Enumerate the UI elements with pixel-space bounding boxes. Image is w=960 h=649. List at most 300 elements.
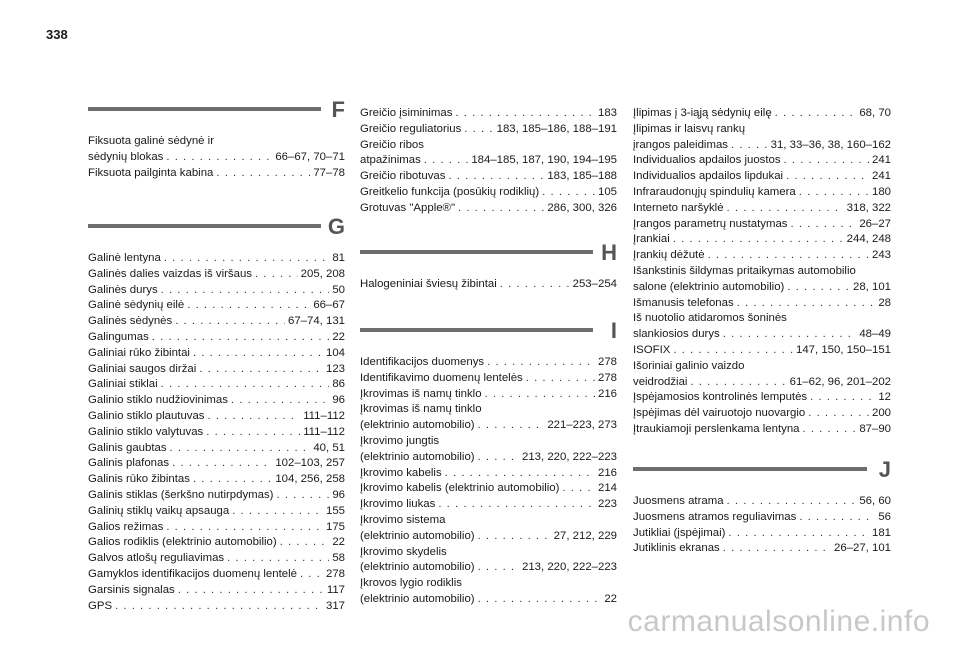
entry-term: Greičio ribotuvas (360, 170, 446, 183)
entry-line (633, 232, 891, 248)
section-i (360, 316, 617, 608)
index-entry (633, 296, 891, 312)
entry-term: Gamyklos identifikacijos duomenų lentelė (88, 567, 297, 580)
index-entries (360, 277, 617, 293)
entry-line (88, 314, 345, 330)
entry-line (633, 138, 891, 154)
entry-pages: 104, 256, 258 (275, 473, 345, 486)
entry-pages: 123 (325, 362, 345, 375)
entry-line (360, 529, 617, 545)
section-divider (88, 224, 321, 228)
entry-line (633, 169, 891, 185)
index-entry (633, 510, 891, 526)
section-divider (360, 250, 593, 254)
index-entry (633, 406, 891, 422)
entry-term-line: Greičio ribos (360, 138, 424, 151)
entry-term: Juosmens atrama (633, 495, 724, 507)
index-entry (360, 387, 617, 403)
index-entry (633, 311, 891, 343)
entry-pages: 205, 208 (300, 267, 345, 280)
entry-line (88, 330, 345, 346)
dot-leader (231, 393, 329, 409)
dot-leader (208, 409, 301, 425)
entry-pages: 286, 300, 326 (547, 201, 617, 214)
entry-term: atpažinimas (360, 154, 421, 167)
entry-line (633, 526, 891, 542)
entry-pages: 181 (871, 526, 891, 539)
entry-term: Grotuvas "Apple®" (360, 201, 455, 214)
entry-term: Galinė sėdynių eilė (88, 299, 185, 312)
dot-leader (175, 314, 285, 330)
entry-term: Jutikliai (įspėjimai) (633, 526, 726, 539)
entry-pages: 48–49 (859, 328, 891, 341)
entry-pages: 105 (597, 185, 617, 198)
entry-line (633, 327, 891, 343)
entry-pages: 61–62, 96, 201–202 (789, 375, 891, 388)
index-entry (360, 106, 617, 122)
index-entry (88, 551, 345, 567)
dot-leader (487, 355, 595, 371)
index-entry (633, 541, 891, 557)
dot-leader (164, 251, 330, 267)
entry-term: Greitkelio funkcija (posūkių rodiklių) (360, 185, 540, 198)
entry-term: ISOFIX (633, 343, 671, 356)
index-entry (88, 377, 345, 393)
dot-leader (723, 327, 857, 343)
entry-term: Garsinis signalas (88, 583, 175, 596)
entry-pages: 117 (326, 583, 345, 596)
entry-line (360, 122, 617, 138)
entry-term: Galinis gaubtas (88, 441, 167, 454)
index-entry (633, 248, 891, 264)
entry-line (88, 551, 345, 567)
index-entry (360, 402, 617, 434)
index-entries (88, 251, 345, 614)
entry-pages: 56, 60 (859, 495, 891, 507)
dot-leader (787, 280, 850, 296)
entry-pages: 278 (325, 567, 345, 580)
entry-pages: 50 (332, 283, 345, 296)
dot-leader (562, 481, 595, 497)
entry-line (88, 472, 345, 488)
entry-pages: 58 (332, 552, 345, 565)
entry-line (633, 201, 891, 217)
dot-leader (526, 371, 595, 387)
entry-line (633, 343, 891, 359)
entry-term: Galinės durys (88, 283, 158, 296)
entry-line (88, 267, 345, 283)
dot-leader (178, 583, 324, 599)
entry-line (360, 106, 617, 122)
dot-leader (790, 217, 856, 233)
dot-leader (170, 441, 311, 457)
dot-leader (808, 406, 869, 422)
entry-pages: 183 (597, 107, 617, 119)
entry-line (88, 488, 345, 504)
index-entry (88, 251, 345, 267)
entry-line (360, 355, 617, 371)
dot-leader (227, 551, 329, 567)
entry-pages: 213, 220, 222–223 (521, 561, 617, 574)
index-entry (633, 201, 891, 217)
section-h (360, 238, 617, 293)
entry-line (88, 599, 345, 615)
dot-leader (300, 567, 323, 583)
index-entry (633, 390, 891, 406)
entry-term: salone (elektrinio automobilio) (633, 280, 785, 293)
entry-term: Identifikavimo duomenų lentelės (360, 371, 523, 384)
index-entry (88, 314, 345, 330)
entry-pages: 66–67, 70–71 (275, 150, 345, 163)
entry-pages: 102–103, 257 (275, 457, 345, 470)
watermark: carmanualsonline.info (627, 605, 930, 638)
dot-leader (193, 472, 272, 488)
entry-term: Infraraudonųjų spindulių kamera (633, 185, 796, 198)
dot-leader (673, 343, 793, 359)
entry-term: Galinio stiklo nudžiovinimas (88, 394, 228, 407)
entry-term: GPS (88, 599, 113, 612)
entry-line (88, 425, 345, 441)
entry-term: Galinio stiklo plautuvas (88, 409, 205, 422)
entry-term-line: Išoriniai galinio vaizdo (633, 359, 745, 372)
dot-leader (500, 277, 570, 293)
entry-line (360, 481, 617, 497)
index-entry (633, 264, 891, 296)
entry-pages: 66–67 (313, 299, 345, 312)
entry-pages: 183, 185–188 (547, 170, 617, 183)
entry-line (633, 217, 891, 233)
section-g-continued (360, 97, 617, 217)
dot-leader (232, 504, 323, 520)
entry-pages: 216 (597, 466, 617, 479)
dot-leader (786, 169, 869, 185)
entry-pages: 180 (871, 185, 891, 198)
entry-term: Įkrovimo kabelis (elektrinio automobilio) (360, 482, 560, 495)
index-entry (633, 106, 891, 122)
entry-pages: 96 (332, 394, 345, 407)
entry-term: (elektrinio automobilio) (360, 592, 475, 605)
entry-line (633, 248, 891, 264)
index-entry (88, 298, 345, 314)
entry-term: Galinis stiklas (šerkšno nutirpdymas) (88, 488, 274, 501)
dot-leader (216, 166, 310, 182)
dot-leader (161, 283, 330, 299)
entry-line (360, 592, 617, 608)
index-entry (88, 488, 345, 504)
entry-term: Interneto naršyklė (633, 201, 724, 214)
dot-leader (166, 520, 323, 536)
dot-leader (166, 150, 272, 166)
entry-term-line: Išankstinis šildymas pritaikymas automobilio (633, 264, 856, 277)
dot-leader (737, 296, 876, 312)
dot-leader (478, 560, 519, 576)
entry-pages: 22 (332, 536, 345, 549)
entry-term: Individualios apdailos juostos (633, 154, 781, 167)
dot-leader (445, 466, 595, 482)
entry-line (633, 106, 891, 122)
section-letter: G (327, 214, 345, 239)
entry-term-line: Fiksuota galinė sėdynė ir (88, 135, 214, 147)
index-entry (88, 134, 345, 166)
entry-line (633, 494, 891, 510)
entry-line (88, 150, 345, 166)
entry-pages: 200 (871, 407, 891, 420)
index-entry (360, 169, 617, 185)
section-divider (360, 328, 593, 332)
index-entries (88, 134, 345, 181)
entry-term: Galiniai rūko žibintai (88, 346, 190, 359)
entry-term: Galingumas (88, 330, 149, 343)
entry-term: Išmanusis telefonas (633, 296, 734, 309)
section-j (633, 455, 891, 557)
entry-pages: 22 (604, 592, 617, 605)
index-entry (88, 425, 345, 441)
index-entry (88, 346, 345, 362)
entry-pages: 184–185, 187, 190, 194–195 (471, 154, 617, 167)
index-entry (88, 504, 345, 520)
dot-leader (478, 450, 519, 466)
entry-line (633, 153, 891, 169)
entry-pages: 221–223, 273 (547, 419, 617, 432)
entry-line (360, 277, 617, 293)
entry-pages: 28 (878, 296, 891, 309)
entry-term: Įrankių dėžutė (633, 249, 705, 262)
index-entry (633, 494, 891, 510)
dot-leader (115, 599, 323, 615)
entry-term: Galinė lentyna (88, 252, 161, 264)
entry-line (633, 390, 891, 406)
entry-term: Juosmens atramos reguliavimas (633, 510, 797, 523)
entry-term-line: Įkrovos lygio rodiklis (360, 577, 462, 590)
entry-pages: 111–112 (303, 409, 345, 422)
entry-line (88, 504, 345, 520)
entry-pages: 278 (597, 371, 617, 384)
section-letter: H (601, 240, 617, 265)
dot-leader (193, 346, 323, 362)
entry-line (88, 166, 345, 182)
entry-term: Galinis rūko žibintas (88, 473, 190, 486)
entry-pages: 253–254 (572, 278, 617, 290)
index-entry (88, 599, 345, 615)
dot-leader (455, 106, 595, 122)
index-entry (633, 343, 891, 359)
dot-leader (799, 510, 875, 526)
entry-pages: 111–112 (303, 425, 345, 438)
index-entry (360, 513, 617, 545)
entry-pages: 175 (325, 520, 345, 533)
section-header (88, 212, 345, 242)
dot-leader (799, 185, 869, 201)
dot-leader (276, 488, 329, 504)
entry-term: Galvos atlošų reguliavimas (88, 552, 225, 565)
dot-leader (485, 387, 595, 403)
section-divider (633, 467, 867, 471)
entry-term-line: Įkrovimo jungtis (360, 434, 440, 447)
index-entry (633, 185, 891, 201)
index-entry (360, 481, 617, 497)
entry-pages: 28, 101 (852, 280, 891, 293)
entry-pages: 243 (871, 249, 891, 262)
dot-leader (673, 232, 844, 248)
entry-term: Identifikacijos duomenys (360, 356, 485, 368)
entry-line (360, 371, 617, 387)
entry-term: (elektrinio automobilio) (360, 450, 475, 463)
entry-line (88, 346, 345, 362)
dot-leader (438, 497, 595, 513)
index-entry (360, 201, 617, 217)
dot-leader (187, 298, 310, 314)
section-letter: I (610, 318, 617, 343)
dot-leader (775, 106, 857, 122)
entry-term: Fiksuota pailginta kabina (88, 166, 214, 179)
dot-leader (199, 362, 323, 378)
entry-pages: 40, 51 (313, 441, 345, 454)
section-g (88, 212, 345, 614)
index-entry (88, 166, 345, 182)
entry-line (633, 375, 891, 391)
entry-term: Greičio reguliatorius (360, 122, 462, 135)
index-entry (88, 535, 345, 551)
entry-pages: 26–27, 101 (833, 542, 891, 555)
entry-term: Galiniai saugos diržai (88, 362, 197, 375)
entry-pages: 241 (871, 170, 891, 183)
entry-term: (elektrinio automobilio) (360, 561, 475, 574)
entry-pages: 241 (871, 154, 891, 167)
dot-leader (448, 169, 544, 185)
index-entry (633, 526, 891, 542)
entry-pages: 318, 322 (846, 201, 891, 214)
entry-pages: 214 (597, 482, 617, 495)
entry-pages: 147, 150, 150–151 (795, 343, 891, 356)
entry-term: Įkrovimo liukas (360, 498, 436, 511)
entry-term: veidrodžiai (633, 375, 688, 388)
entry-pages: 317 (325, 599, 345, 612)
section-header (360, 316, 617, 346)
entry-term: (elektrinio automobilio) (360, 419, 475, 432)
dot-leader (206, 425, 300, 441)
entry-line (88, 535, 345, 551)
entry-term: sėdynių blokas (88, 150, 164, 163)
entry-line (360, 185, 617, 201)
entry-term: Individualios apdailos lipdukai (633, 170, 784, 183)
dot-leader (708, 248, 869, 264)
index-entry (633, 169, 891, 185)
index-entry (88, 267, 345, 283)
entry-term-line: Įkrovimas iš namų tinklo (360, 403, 482, 416)
entry-line (88, 441, 345, 457)
index-entry (88, 441, 345, 457)
index-entry (88, 583, 345, 599)
section-f (88, 95, 345, 181)
entry-term: Galinis plafonas (88, 457, 170, 470)
entry-pages: 244, 248 (846, 233, 891, 246)
index-entry (88, 409, 345, 425)
entry-pages: 77–78 (313, 166, 345, 179)
section-divider (88, 107, 321, 111)
dot-leader (478, 418, 545, 434)
index-entry (360, 434, 617, 466)
entry-line (88, 298, 345, 314)
entry-pages: 56 (878, 510, 891, 523)
entry-term: slankiosios durys (633, 328, 720, 341)
dot-leader (723, 541, 831, 557)
section-header (360, 238, 617, 268)
dot-leader (424, 153, 469, 169)
dot-leader (803, 422, 857, 438)
index-entry (633, 232, 891, 248)
index-entry (88, 330, 345, 346)
entry-pages: 104 (325, 346, 345, 359)
dot-leader (478, 529, 551, 545)
index-entry (88, 472, 345, 488)
entry-term-line: Įlipimas ir laisvų rankų (633, 122, 746, 135)
entry-term: (elektrinio automobilio) (360, 529, 475, 542)
index-entry (360, 185, 617, 201)
entry-pages: 278 (597, 356, 617, 368)
index-entry (88, 567, 345, 583)
section-i-continued (633, 97, 891, 438)
entry-line (360, 466, 617, 482)
index-entry (88, 520, 345, 536)
entry-term: Galinės sėdynės (88, 315, 173, 328)
entry-term: Įrangos parametrų nustatymas (633, 217, 788, 230)
entry-pages: 27, 212, 229 (553, 529, 617, 542)
dot-leader (810, 390, 875, 406)
index-entry (633, 422, 891, 438)
entry-pages: 213, 220, 222–223 (521, 450, 617, 463)
dot-leader (542, 185, 595, 201)
entry-line (360, 387, 617, 403)
entry-term-line: Įkrovimo skydelis (360, 545, 447, 558)
index-entry (88, 393, 345, 409)
dot-leader (172, 456, 272, 472)
entry-term: Įkrovimo kabelis (360, 466, 442, 479)
entry-term: Jutiklinis ekranas (633, 542, 720, 555)
index-entries (360, 106, 617, 217)
index-entry (360, 122, 617, 138)
index-entry (360, 576, 617, 608)
entry-line (633, 185, 891, 201)
dot-leader (458, 201, 544, 217)
dot-leader (690, 375, 786, 391)
index-entry (88, 283, 345, 299)
entry-pages: 68, 70 (859, 107, 891, 119)
entry-line (360, 560, 617, 576)
entry-pages: 96 (332, 488, 345, 501)
entry-term: Įlipimas į 3-iąją sėdynių eilę (633, 107, 772, 119)
entry-term: Įkrovimas iš namų tinklo (360, 387, 482, 400)
entry-pages: 81 (332, 252, 345, 264)
index-entry (633, 153, 891, 169)
entry-term: Galinių stiklų vaikų apsauga (88, 504, 230, 517)
entry-pages: 216 (597, 387, 617, 400)
index-entry (360, 371, 617, 387)
index-entry (360, 355, 617, 371)
dot-leader (727, 494, 857, 510)
dot-leader (727, 201, 844, 217)
dot-leader (152, 330, 330, 346)
index-entries (633, 106, 891, 438)
entry-term-line: Iš nuotolio atidaromos šoninės (633, 312, 787, 325)
entry-term: Galinės dalies vaizdas iš viršaus (88, 267, 252, 280)
entry-line (88, 456, 345, 472)
entry-pages: 183, 185–186, 188–191 (496, 122, 617, 135)
index-entry (360, 466, 617, 482)
dot-leader (728, 526, 869, 542)
entry-term: Galiniai stiklai (88, 378, 158, 391)
entry-term: Įspėjimas dėl vairuotojo nuovargio (633, 407, 806, 420)
index-entry (360, 138, 617, 170)
